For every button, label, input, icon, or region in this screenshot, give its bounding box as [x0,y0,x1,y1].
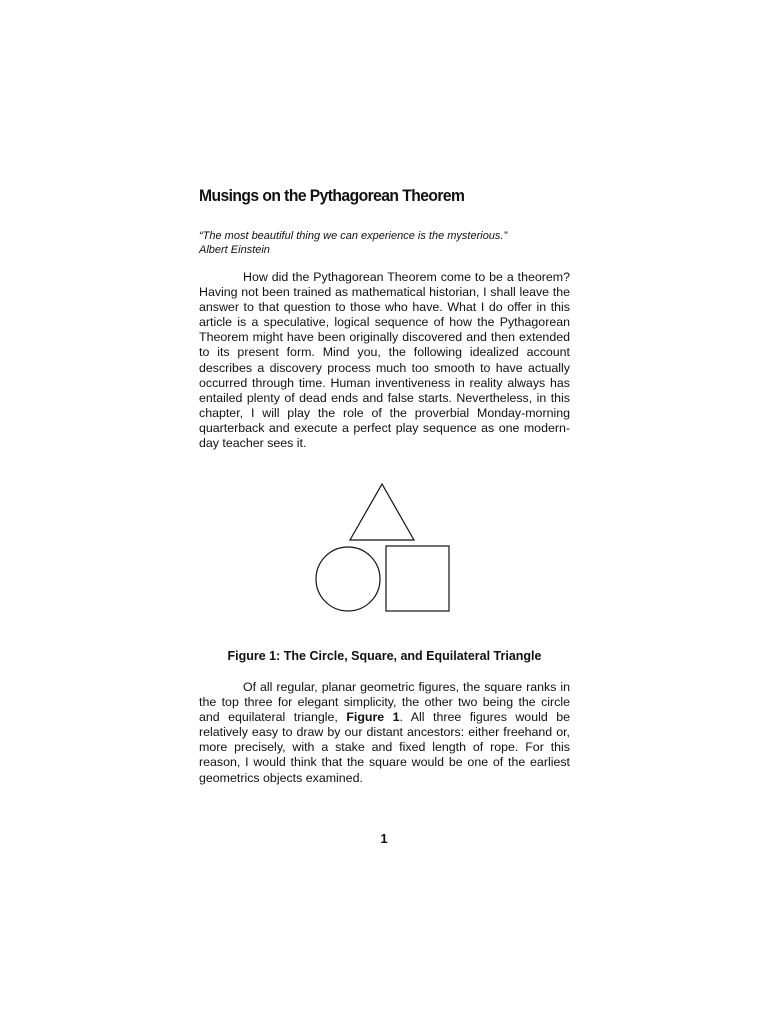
circle-shape [316,547,380,611]
epigraph [199,229,579,257]
epigraph-quote: “The most beautiful thing we can experience is the mysterious.” [199,230,508,242]
figure-reference: Figure 1 [346,710,400,725]
paragraph-shapes [199,680,570,786]
paragraph-text: . All three figures would be relatively easy to draw by our distant ancestors: either freehand or, more precisely, with a stake and fixed length of rope. For this reason, I would think that the square would be one of the earliest geometrics objects examined. [199,710,570,785]
figure-shapes [300,478,465,620]
paragraph-intro: How did the Pythagorean Theorem come to be a theorem? Having not been trained as mathematical historian, I shall leave the answer to that question to those who have. What I do offer in this article is a speculative, logical sequence of how the Pythagorean Theorem might have been originally discovered and then extended to its present form. Mind you, the following idealized account describes a discovery process much too smooth to have actually occurred through time. Human inventiveness in reality always has entailed plenty of dead ends and false starts. Nevertheless, in this chapter, I will play the role of the proverbial Monday-morning quarterback and execute a perfect play sequence as one modern-day teacher sees it. [199,270,570,451]
square-shape [386,546,449,611]
epigraph-author: Albert Einstein [199,244,270,256]
equilateral-triangle-shape [350,484,414,540]
page-number: 1 [380,831,388,846]
paragraph-text: Of all regular, planar geometric figures, the square ranks in the top three for elegant simplicity, the other two being the circle and equilateral triangle, [199,680,570,725]
document-title: Musings on the Pythagorean Theorem [199,186,465,205]
figure-caption: Figure 1: The Circle, Square, and Equilateral Triangle [227,649,542,663]
figure-1 [300,478,465,620]
